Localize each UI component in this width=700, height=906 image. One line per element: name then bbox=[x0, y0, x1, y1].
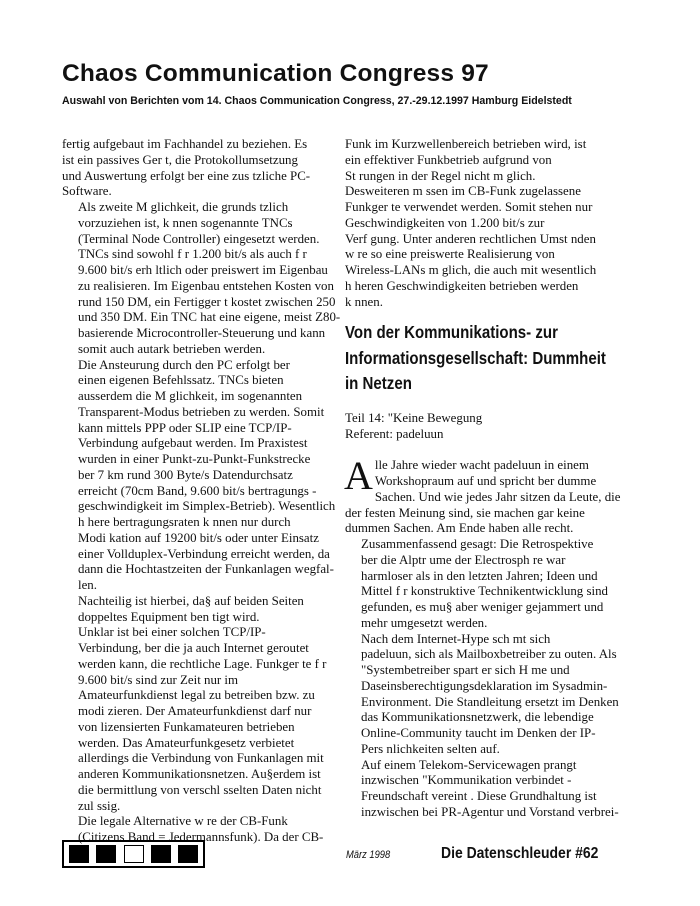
paragraph bbox=[345, 757, 619, 821]
text-line: geschwindigkeit im Simplex-Betrieb). Wesentlich bbox=[78, 499, 336, 514]
text-line: Pers nlichkeiten selten auf. bbox=[361, 741, 500, 756]
text-line: Transparent-Modus betrieben zu werden. Somit bbox=[78, 404, 325, 419]
text-line: harmloser als in den letzten Jahren; Ideen und bbox=[361, 568, 598, 583]
paragraph bbox=[62, 137, 328, 200]
text-line: doppeltes Equipment ben tigt wird. bbox=[78, 609, 260, 624]
text-line: Software. bbox=[62, 184, 112, 199]
text-line: dann die Hochtastzeiten der Funkanlagen wegfal- bbox=[78, 562, 334, 577]
text-line: St rungen in der Regel nicht m glich. bbox=[345, 168, 536, 183]
text-line: vorzuziehen ist, k nnen sogenannte TNCs bbox=[78, 215, 293, 230]
text-line: ein effektiver Funkbetrieb aufgrund von bbox=[345, 152, 552, 167]
text-line: Sachen. Und wie jedes Jahr sitzen da Leute, die bbox=[374, 489, 621, 504]
page-title: Chaos Communication Congress 97 bbox=[62, 60, 489, 87]
text-line: (Citizens Band = Jedermannsfunk). Da der CB- bbox=[78, 830, 324, 844]
text-line: fertig aufgebaut im Fachhandel zu beziehen. Es bbox=[62, 137, 308, 151]
text-line: gefunden, es mu§ aber weniger gejammert und bbox=[361, 600, 604, 614]
text-line: und 350 DM. Ein TNC hat eine eigene, meist Z80- bbox=[78, 310, 341, 325]
paragraph bbox=[345, 537, 607, 632]
first-paragraph bbox=[344, 453, 621, 537]
text-line: Online-Community taucht im Denken der IP- bbox=[361, 726, 596, 740]
text-line: von lizensierten Funkamateuren betrieben bbox=[78, 719, 295, 734]
first-paragraph-text bbox=[344, 453, 621, 537]
page-subtitle: Auswahl von Berichten vom 14. Chaos Communication Congress, 27.-29.12.1997 Hamburg Eidelstedt bbox=[62, 95, 572, 107]
section-heading bbox=[345, 320, 607, 397]
text-line: Geschwindigkeiten von 1.200 bit/s zur bbox=[345, 215, 545, 230]
filled-square-icon bbox=[69, 845, 89, 863]
footer-date: März 1998 bbox=[346, 849, 391, 861]
text-line: modi zieren. Der Amateurfunkdienst darf nur bbox=[78, 704, 312, 718]
text-line: Mittel f r konstruktive Technikentwicklung sind bbox=[361, 584, 608, 599]
text-line: inzwischen "Kommunikation verbindet - bbox=[361, 773, 572, 788]
paragraph bbox=[62, 625, 328, 814]
text-line: Wireless-LANs m glich, die auch mit wesentlich bbox=[345, 263, 597, 277]
text-line: Teil 14: "Keine Bewegung bbox=[345, 410, 483, 425]
text-line: ber die Alptr ume der Electrosph re war bbox=[361, 552, 566, 567]
text-line: ausserdem die M glichkeit, im sogenannten bbox=[78, 389, 303, 403]
text-line: Desweiteren m ssen im CB-Funk zugelassene bbox=[345, 184, 581, 199]
open-square-icon bbox=[124, 845, 144, 863]
text-line: der festen Meinung sind, sie machen gar keine bbox=[345, 505, 585, 520]
text-line: Environment. Die Standleitung ersetzt im Denken bbox=[361, 694, 619, 709]
text-line: "Systembetreiber spart er sich H me und bbox=[361, 663, 570, 677]
text-line: len. bbox=[78, 578, 97, 592]
paragraph bbox=[62, 200, 341, 358]
text-line: Verbindung aufgebaut werden. Im Praxistest bbox=[78, 436, 308, 451]
footer-logo-boxes bbox=[62, 840, 205, 868]
text-line: h heren Geschwindigkeiten betrieben werden bbox=[345, 278, 579, 293]
text-line: padeluun, sich als Mailboxbetreiber zu outen. Als bbox=[361, 647, 617, 662]
text-line: basierende Microcontroller-Steuerung und kann bbox=[78, 326, 326, 340]
text-line: rund 150 DM, ein Fertigger t kostet zwischen 250 bbox=[78, 294, 336, 309]
text-line: k nnen. bbox=[345, 294, 383, 309]
text-line: TNCs sind sowohl f r 1.200 bit/s als auch f r bbox=[78, 247, 307, 262]
text-line: mehr umgesetzt werden. bbox=[361, 615, 488, 630]
text-line: Die legale Alternative w re der CB-Funk bbox=[78, 814, 288, 829]
heading-line: Informationsgesellschaft: Dummheit bbox=[345, 347, 606, 368]
text-line: Nach dem Internet-Hype sch mt sich bbox=[361, 631, 551, 646]
text-line: Verf gung. Unter anderen rechtlichen Umst nden bbox=[345, 231, 596, 246]
text-line: inzwischen bei PR-Agentur und Vorstand verbrei- bbox=[361, 804, 619, 819]
intro-text bbox=[345, 137, 607, 310]
text-line: Als zweite M glichkeit, die grunds tzlich bbox=[78, 200, 289, 214]
text-line: dummen Sachen. Am Ende haben alle recht. bbox=[345, 521, 574, 536]
text-line: h here bertragungsraten k nnen nur durch bbox=[78, 515, 291, 529]
text-line: Funk im Kurzwellenbereich betrieben wird, ist bbox=[345, 137, 587, 151]
text-line: (Terminal Node Controller) eingesetzt werden. bbox=[78, 231, 320, 246]
text-line: einer Vollduplex-Verbindung erreicht werden, da bbox=[78, 546, 330, 561]
filled-square-icon bbox=[151, 845, 171, 863]
filled-square-icon bbox=[96, 845, 116, 863]
filled-square-icon bbox=[178, 845, 198, 863]
text-line: w re so eine preiswerte Realisierung von bbox=[345, 247, 555, 262]
talk-meta bbox=[345, 411, 607, 443]
text-line: zul ssig. bbox=[78, 798, 121, 813]
text-line: Amateurfunkdienst legal zu betreiben bzw. zu bbox=[78, 688, 315, 703]
text-line: 9.600 bit/s erh ltlich oder preiswert im Eigenbau bbox=[78, 263, 328, 277]
text-line: ist ein passives Ger t, die Protokollumsetzung bbox=[62, 152, 298, 167]
text-line: und Auswertung erfolgt ber eine zus tzliche PC- bbox=[62, 168, 311, 183]
right-paragraphs bbox=[345, 537, 619, 821]
text-line: allerdings die Verbindung von Funkanlagen mit bbox=[78, 751, 324, 766]
text-line: lle Jahre wieder wacht padeluun in einem bbox=[374, 458, 589, 473]
text-line: ber 7 km rund 300 Byte/s Datendurchsatz bbox=[78, 467, 293, 482]
footer-magazine-title: Die Datenschleuder #62 bbox=[441, 845, 599, 862]
text-line: Referent: padeluun bbox=[345, 426, 444, 441]
text-line: Workshopraum auf und spricht ber dumme bbox=[374, 474, 597, 488]
text-line: die bermittlung von verschl sselten Daten nicht bbox=[78, 782, 322, 797]
text-line: zu realisieren. Im Eigenbau entstehen Kosten von bbox=[78, 278, 334, 293]
text-line: werden. Das Amateurfunkgesetz verbietet bbox=[78, 735, 295, 750]
heading-line: in Netzen bbox=[345, 373, 412, 394]
paragraph bbox=[62, 594, 328, 626]
text-line: Funkger te verwendet werden. Somit stehen nur bbox=[345, 200, 593, 214]
left-column bbox=[62, 137, 341, 846]
text-line: 9.600 bit/s sind zur Zeit nur im bbox=[78, 672, 239, 687]
text-line: Auf einem Telekom-Servicewagen prangt bbox=[361, 757, 577, 772]
text-line: wurden in einer Punkt-zu-Punkt-Funkstrecke bbox=[78, 452, 311, 466]
text-line: Freundschaft vereint . Diese Grundhaltung ist bbox=[361, 789, 597, 803]
right-column bbox=[344, 137, 621, 821]
text-line: somit auch autark betrieben werden. bbox=[78, 341, 266, 356]
text-line: erreicht (70cm Band, 9.600 bit/s bertragungs - bbox=[78, 483, 317, 498]
text-line: Nachteilig ist hierbei, da§ auf beiden Seiten bbox=[78, 593, 304, 608]
text-line: Die Ansteurung durch den PC erfolgt ber bbox=[78, 357, 290, 372]
paragraph bbox=[345, 631, 619, 758]
text-line: das Kommunikationsnetzwerk, die lebendige bbox=[361, 710, 594, 725]
text-line: Daseinsberechtigungsdeklaration im Sysadmin- bbox=[361, 678, 608, 693]
text-line: kann mittels PPP oder SLIP eine TCP/IP- bbox=[78, 420, 292, 435]
text-line: einen eigenen Befehlssatz. TNCs bieten bbox=[78, 373, 284, 388]
text-line: Verbindung, ber die ja auch Internet geroutet bbox=[78, 641, 309, 655]
text-line: Modi kation auf 19200 bit/s oder unter Einsatz bbox=[78, 530, 319, 545]
drop-cap: A bbox=[344, 453, 373, 499]
text-line: Zusammenfassend gesagt: Die Retrospektive bbox=[361, 537, 594, 551]
heading-line: Von der Kommunikations- zur bbox=[345, 322, 558, 343]
paragraph bbox=[62, 357, 336, 594]
text-line: werden kann, die rechtliche Lage. Funkger te f r bbox=[78, 656, 327, 671]
text-line: Unklar ist bei einer solchen TCP/IP- bbox=[78, 625, 266, 640]
text-line: anderen Kommunikationsnetzen. Au§erdem ist bbox=[78, 767, 321, 781]
